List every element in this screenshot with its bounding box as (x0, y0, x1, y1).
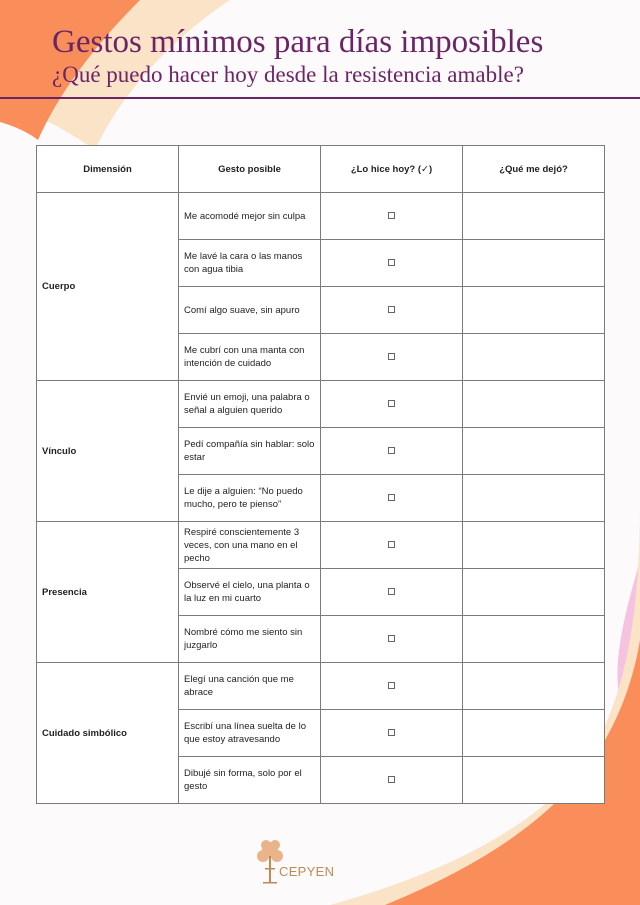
checkbox-icon (388, 447, 395, 454)
done-checkbox[interactable] (321, 334, 463, 381)
checkbox-icon (388, 729, 395, 736)
table-row (37, 381, 605, 428)
column-header-dimension: Dimensión (37, 146, 179, 193)
what-it-left-field[interactable] (463, 428, 605, 475)
dimension-cell-cuidado-simbolico: Cuidado simbólico (37, 663, 179, 804)
what-it-left-field[interactable] (463, 475, 605, 522)
what-it-left-field[interactable] (463, 616, 605, 663)
cepyen-logo (255, 838, 340, 890)
done-checkbox[interactable] (321, 193, 463, 240)
what-it-left-field[interactable] (463, 287, 605, 334)
gesture-cell: Me acomodé mejor sin culpa (179, 193, 321, 240)
gesture-cell: Envié un emoji, una palabra o señal a alguien querido (179, 381, 321, 428)
what-it-left-field[interactable] (463, 381, 605, 428)
table-row (37, 522, 605, 569)
gestures-table (36, 145, 605, 804)
done-checkbox[interactable] (321, 710, 463, 757)
checkbox-icon (388, 306, 395, 313)
what-it-left-field[interactable] (463, 334, 605, 381)
done-checkbox[interactable] (321, 240, 463, 287)
done-checkbox[interactable] (321, 663, 463, 710)
checkbox-icon (388, 212, 395, 219)
what-it-left-field[interactable] (463, 710, 605, 757)
table-header-row (37, 146, 605, 193)
what-it-left-field[interactable] (463, 569, 605, 616)
done-checkbox[interactable] (321, 381, 463, 428)
dimension-cell-cuerpo: Cuerpo (37, 193, 179, 381)
done-checkbox[interactable] (321, 428, 463, 475)
column-header-what-it-left: ¿Qué me dejó? (463, 146, 605, 193)
gesture-cell: Comí algo suave, sin apuro (179, 287, 321, 334)
page-title: Gestos mínimos para días imposibles (52, 24, 544, 60)
checkbox-icon (388, 588, 395, 595)
done-checkbox[interactable] (321, 287, 463, 334)
checkbox-icon (388, 682, 395, 689)
gesture-cell: Pedí compañía sin hablar: solo estar (179, 428, 321, 475)
done-checkbox[interactable] (321, 757, 463, 804)
done-checkbox[interactable] (321, 475, 463, 522)
checkbox-icon (388, 776, 395, 783)
checkbox-icon (388, 353, 395, 360)
done-checkbox[interactable] (321, 569, 463, 616)
table-row (37, 193, 605, 240)
gesture-cell: Me cubrí con una manta con intención de cuidado (179, 334, 321, 381)
what-it-left-field[interactable] (463, 757, 605, 804)
checkbox-icon (388, 635, 395, 642)
done-checkbox[interactable] (321, 522, 463, 569)
column-header-done-today: ¿Lo hice hoy? (✓) (321, 146, 463, 193)
gesture-cell: Elegí una canción que me abrace (179, 663, 321, 710)
header-divider (0, 97, 640, 99)
page-subtitle: ¿Qué puedo hacer hoy desde la resistencia amable? (52, 62, 524, 87)
checkbox-icon (388, 494, 395, 501)
what-it-left-field[interactable] (463, 240, 605, 287)
gesture-cell: Dibujé sin forma, solo por el gesto (179, 757, 321, 804)
dimension-cell-vinculo: Vínculo (37, 381, 179, 522)
done-checkbox[interactable] (321, 616, 463, 663)
column-header-gesture: Gesto posible (179, 146, 321, 193)
what-it-left-field[interactable] (463, 522, 605, 569)
gesture-cell: Escribí una línea suelta de lo que estoy atravesando (179, 710, 321, 757)
checkbox-icon (388, 259, 395, 266)
gesture-cell: Observé el cielo, una planta o la luz en mi cuarto (179, 569, 321, 616)
logo-text: CEPYEN (279, 864, 335, 879)
gesture-cell: Nombré cómo me siento sin juzgarlo (179, 616, 321, 663)
gesture-cell: Respiré conscientemente 3 veces, con una mano en el pecho (179, 522, 321, 569)
what-it-left-field[interactable] (463, 193, 605, 240)
dimension-cell-presencia: Presencia (37, 522, 179, 663)
checkbox-icon (388, 400, 395, 407)
checkbox-icon (388, 541, 395, 548)
table-row (37, 663, 605, 710)
gesture-cell: Le dije a alguien: “No puedo mucho, pero te pienso” (179, 475, 321, 522)
gesture-cell: Me lavé la cara o las manos con agua tibia (179, 240, 321, 287)
what-it-left-field[interactable] (463, 663, 605, 710)
